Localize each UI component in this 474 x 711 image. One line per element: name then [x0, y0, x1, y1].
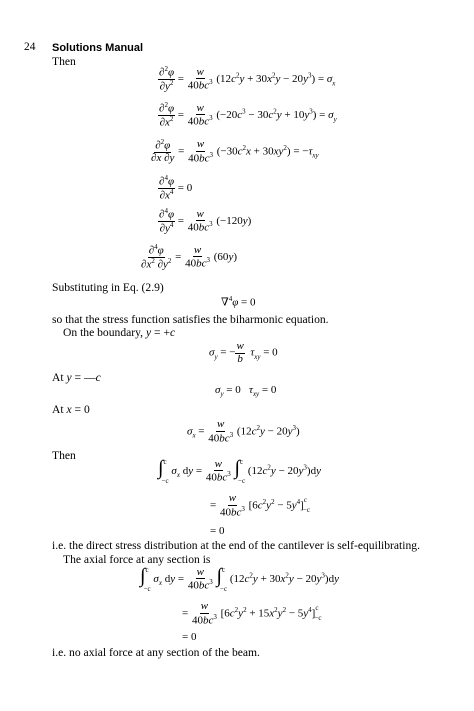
boundary-equation-2: $\sigma_y = 0$ $\tau_{xy} = 0$	[215, 384, 277, 399]
ie-direct-stress-text: i.e. the direct stress distribution at the end of the cantilever is self-equilibrating.	[52, 539, 420, 552]
equation-d4-dx4: $\frac{\partial^4\varphi}{\partial x^4}$ = 0	[159, 174, 193, 202]
equation-d4-dy4: $\frac{\partial^4\varphi}{\partial y^4}$ = $\frac{w}{40bc^3}$ (−120y)	[159, 207, 252, 235]
equation-d4-dx2dy2: $\frac{\partial^4\varphi}{\partial x^2 \partial y^2}$ = $\frac{w}{40bc^3}$ (60y)	[141, 243, 237, 271]
then-label-2: Then	[52, 449, 76, 462]
page-number: 24	[24, 41, 36, 53]
integral-1-step: = $\frac{w}{40bc^3}$ $[6c^2y^2 - 5y^4]c-c$	[210, 492, 311, 519]
biharmonic-equation: ∇$^4$φ = 0	[221, 295, 256, 309]
equation-tau-xy: $\frac{\partial^2\varphi}{\partial x \partial y}$ = $\frac{w}{40bc^3}$ $(-30c^2x + 30xy^2) = -\tau_{xy}$	[151, 138, 319, 165]
integral-2-result: = 0	[182, 631, 197, 643]
on-boundary-text: On the boundary, y = +c	[63, 326, 176, 339]
equation-sigma-x: $\frac{\partial^2\varphi}{\partial y^2}$ = $\frac{w}{40bc^3}$ $(12c^2y + 30x^2y - 20y^3) = \sigma_x$	[159, 65, 336, 93]
boundary-equation-1: $\sigma_y$ = − $\frac{w}{b}$ $\tau_{xy} = 0$	[209, 340, 278, 365]
so-that-text: so that the stress function satisfies the biharmonic equation.	[52, 313, 329, 326]
integral-1-result: = 0	[210, 525, 225, 537]
integral-2-step: = $\frac{w}{40bc^3}$ $[6c^2y^2 + 15x^2y^2 - 5y^4]c-c$	[182, 600, 322, 627]
integral-1: ∫c−c $\sigma_x$ dy = $\frac{w}{40bc^3}$ ∫c−c $(12c^2y - 20y^3)dy$	[158, 457, 321, 485]
axial-force-text: The axial force at any section is	[63, 553, 211, 566]
ie-no-axial-text: i.e. no axial force at any section of the beam.	[52, 646, 260, 659]
running-title: Solutions Manual	[52, 42, 144, 54]
sigma-x-at-zero: $\sigma_x$ = $\frac{w}{40bc^3}$ $(12c^2y - 20y^3)$	[187, 418, 300, 445]
equation-sigma-y: $\frac{\partial^2\varphi}{\partial x^2}$ = $\frac{w}{40bc^3}$ $(-20c^3 - 30c^2y + 10y^3) = \sigma_y$	[159, 101, 337, 129]
then-label-1: Then	[52, 55, 76, 68]
at-x-text: At x = 0	[52, 403, 90, 416]
at-y-text: At y = —c	[52, 371, 101, 384]
substituting-text: Substituting in Eq. (2.9)	[52, 281, 164, 294]
integral-2: ∫c−c $\sigma_x$ dy = $\frac{w}{40bc^3}$ ∫c−c $(12c^2y + 30x^2y - 20y^3)dy$	[140, 565, 339, 593]
